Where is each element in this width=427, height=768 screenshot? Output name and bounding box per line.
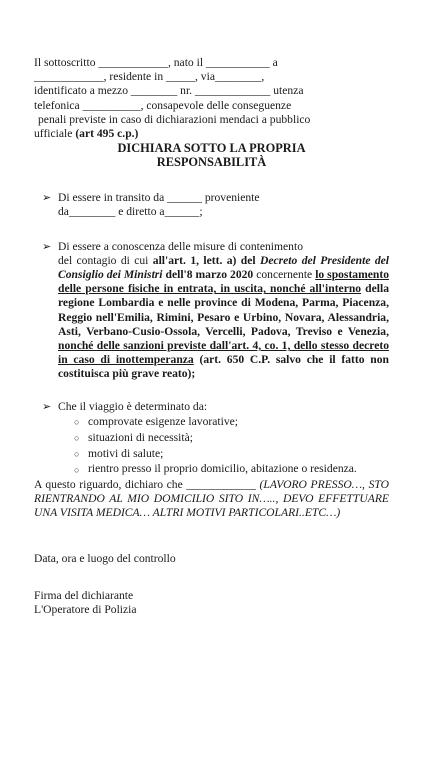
signature-label: Firma del dichiarante bbox=[34, 588, 134, 602]
bullet-transit-line-2: da________ e diretto a______; bbox=[58, 205, 203, 219]
awareness-movement-clause: lo spostamento delle persone fisiche in entrata, in uscita, nonché all'interno bbox=[58, 268, 390, 296]
intro-line-2: ____________, residente in _____, via________, bbox=[34, 70, 265, 84]
list-item bbox=[74, 446, 389, 462]
arrow-bullet-icon: ➢ bbox=[42, 240, 52, 253]
date-place-label: Data, ora e luogo del controllo bbox=[34, 552, 176, 566]
awareness-decree-date: dell'8 marzo 2020 bbox=[162, 268, 254, 282]
bullet-reason bbox=[34, 400, 389, 478]
title-line-2: RESPONSABILITÀ bbox=[156, 155, 267, 170]
document-footer bbox=[34, 552, 389, 617]
intro-line-6: ufficiale bbox=[34, 127, 76, 141]
intro-line-4: telefonica __________, consapevole delle conseguenze bbox=[34, 98, 292, 112]
title-line-1: DICHIARA SOTTO LA PROPRIA bbox=[117, 141, 306, 156]
bullet-awareness-body bbox=[34, 254, 389, 382]
declaration-title bbox=[34, 141, 389, 169]
arrow-bullet-icon: ➢ bbox=[42, 400, 52, 413]
bullet-reason-label: Che il viaggio è determinato da: bbox=[58, 399, 208, 413]
bullet-awareness bbox=[34, 240, 389, 382]
awareness-penal-ref: (art. 650 C.P. salvo che il fatto non costituisca più grave reato); bbox=[58, 353, 389, 381]
intro-line-1: Il sottoscritto ____________, nato il ___________ a bbox=[34, 56, 278, 69]
list-item bbox=[74, 414, 389, 430]
bullet-awareness-line-1: Di essere a conoscenza delle misure di contenimento bbox=[58, 239, 303, 253]
awareness-regions: della regione Lombardia e nelle province di Modena, Parma, Piacenza, Reggio nell'Emilia, Rimini, Pesaro e Urbino, Novara, Alessandria, Asti, Verbano-Cusio-Ossola, Vercelli, Padova, Treviso e Venezia bbox=[58, 282, 389, 338]
reason-option-work: comprovate esigenze lavorative; bbox=[88, 414, 239, 428]
reason-option-necessity: situazioni di necessità; bbox=[88, 430, 193, 444]
reason-option-health: motivi di salute; bbox=[88, 446, 164, 460]
circle-bullet-icon: ○ bbox=[74, 432, 80, 443]
intro-article-ref: (art 495 c.p.) bbox=[75, 127, 139, 141]
intro-line-5: penali previste in caso di dichiarazioni mendaci a pubblico bbox=[38, 112, 311, 126]
bullet-transit-line-1: Di essere in transito da ______ proveniente bbox=[58, 191, 260, 205]
awareness-decree-name: Decreto del Presidente del Consiglio dei Ministri bbox=[58, 253, 390, 282]
awareness-text-b: concernente bbox=[253, 268, 316, 282]
circle-bullet-icon: ○ bbox=[74, 464, 80, 475]
closing-examples: (LAVORO PRESSO…, STO RIENTRANDO AL MIO DOMICILIO SITO IN….., DEVO EFFETTUARE UNA VISITA MEDICA… ALTRI MOTIVI PARTICOLARI..ETC…) bbox=[34, 477, 389, 520]
closing-text: A questo riguardo, dichiaro che ____________ bbox=[34, 477, 260, 491]
arrow-bullet-icon: ➢ bbox=[42, 192, 52, 205]
list-item bbox=[74, 462, 389, 478]
intro-paragraph bbox=[34, 56, 389, 141]
closing-statement bbox=[34, 478, 389, 521]
awareness-text-a: del contagio di cui bbox=[58, 253, 153, 267]
intro-line-3: identificato a mezzo ________ nr. _____________ utenza bbox=[34, 84, 304, 98]
bullet-transit bbox=[34, 191, 389, 219]
awareness-comma: , bbox=[386, 324, 389, 338]
awareness-article-ref: all'art. 1, lett. a) del bbox=[152, 253, 260, 267]
circle-bullet-icon: ○ bbox=[74, 448, 80, 459]
list-item bbox=[74, 430, 389, 446]
reason-option-return-home: rientro presso il proprio domicilio, abitazione o residenza. bbox=[88, 461, 357, 475]
circle-bullet-icon: ○ bbox=[74, 416, 80, 427]
officer-label: L'Operatore di Polizia bbox=[34, 602, 137, 616]
reason-options-list bbox=[34, 414, 389, 478]
awareness-sanctions-clause: nonché delle sanzioni previste dall'art. 4, co. 1, dello stesso decreto in caso di inottemperanza bbox=[58, 339, 389, 367]
